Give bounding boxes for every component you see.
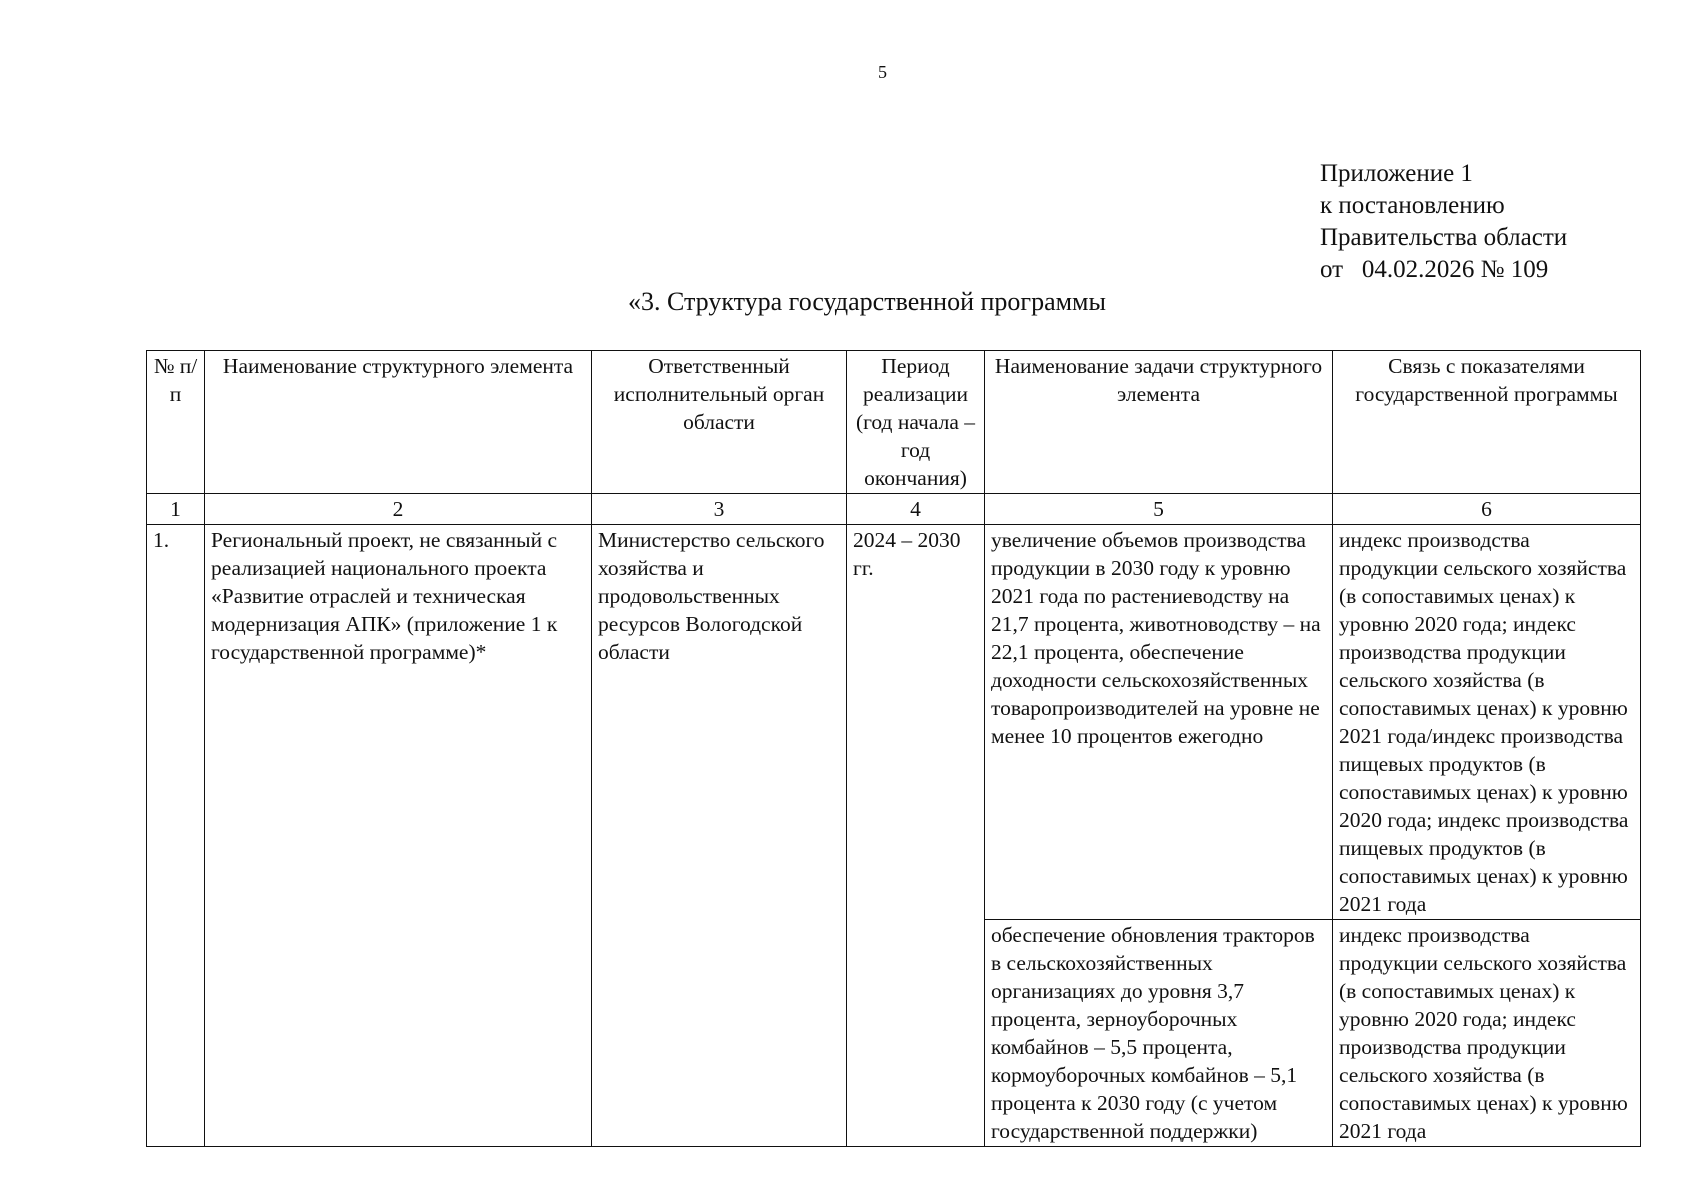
responsible-agency: Министерство сельского хозяйства и продовольственных ресурсов Вологодской области <box>592 525 847 1147</box>
indicator-link-cell: индекс производства продукции сельского хозяйства (в сопоставимых ценах) к уровню 2020 года; индекс производства продукции сельского хозяйства (в сопоставимых ценах) к уровню 2021 года <box>1333 920 1641 1147</box>
structure-table <box>146 350 1641 1147</box>
task-cell: обеспечение обновления тракторов в сельскохозяйственных организациях до уровня 3,7 процента, зерноуборочных комбайнов – 5,5 процента, кормоуборочных комбайнов – 5,1 процента к 2030 году (с учетом государственной поддержки) <box>985 920 1333 1147</box>
column-number-row <box>147 494 1641 525</box>
header-cell: № п/п <box>147 351 205 494</box>
appendix-line-2: к постановлению <box>1320 192 1505 219</box>
column-number: 6 <box>1333 494 1641 525</box>
appendix-date-line <box>1320 254 1567 286</box>
appendix-block <box>1320 158 1567 286</box>
appendix-date: 04.02.2026 <box>1361 256 1475 283</box>
appendix-line-1: Приложение 1 <box>1320 160 1473 187</box>
appendix-number: № 109 <box>1480 256 1549 283</box>
header-cell: Связь с показателями государственной программы <box>1333 351 1641 494</box>
header-cell: Наименование структурного элемента <box>205 351 592 494</box>
row-number: 1. <box>147 525 205 1147</box>
task-cell: увеличение объемов производства продукции в 2030 году к уровню 2021 года по растениеводству на 21,7 процента, животноводству – на 22,1 процента, обеспечение доходности сельскохозяйственных товаропроизводителей на уровне не менее 10 процентов ежегодно <box>985 525 1333 920</box>
implementation-period: 2024 – 2030 гг. <box>847 525 985 1147</box>
column-number: 1 <box>147 494 205 525</box>
table-header-row <box>147 351 1641 494</box>
header-cell: Период реализации (год начала – год окончания) <box>847 351 985 494</box>
column-number: 4 <box>847 494 985 525</box>
indicator-link-cell: индекс производства продукции сельского хозяйства (в сопоставимых ценах) к уровню 2020 года; индекс производства продукции сельского хозяйства (в сопоставимых ценах) к уровню 2021 года/индекс производства пищевых продуктов (в сопоставимых ценах) к уровню 2020 года; индекс производства пищевых продуктов (в сопоставимых ценах) к уровню 2021 года <box>1333 525 1641 920</box>
header-cell: Ответственный исполнительный орган области <box>592 351 847 494</box>
column-number: 5 <box>985 494 1333 525</box>
header-cell: Наименование задачи структурного элемента <box>985 351 1333 494</box>
document-title: «3. Структура государственной программы <box>628 287 1106 316</box>
appendix-date-prefix: от <box>1320 256 1344 283</box>
column-number: 2 <box>205 494 592 525</box>
table-row <box>147 525 1641 920</box>
column-number: 3 <box>592 494 847 525</box>
appendix-line-3: Правительства области <box>1320 224 1568 251</box>
structural-element-name: Региональный проект, не связанный с реализацией национального проекта «Развитие отраслей и техническая модернизация АПК» (приложение 1 к государственной программе)* <box>205 525 592 1147</box>
page-number: 5 <box>878 62 887 82</box>
